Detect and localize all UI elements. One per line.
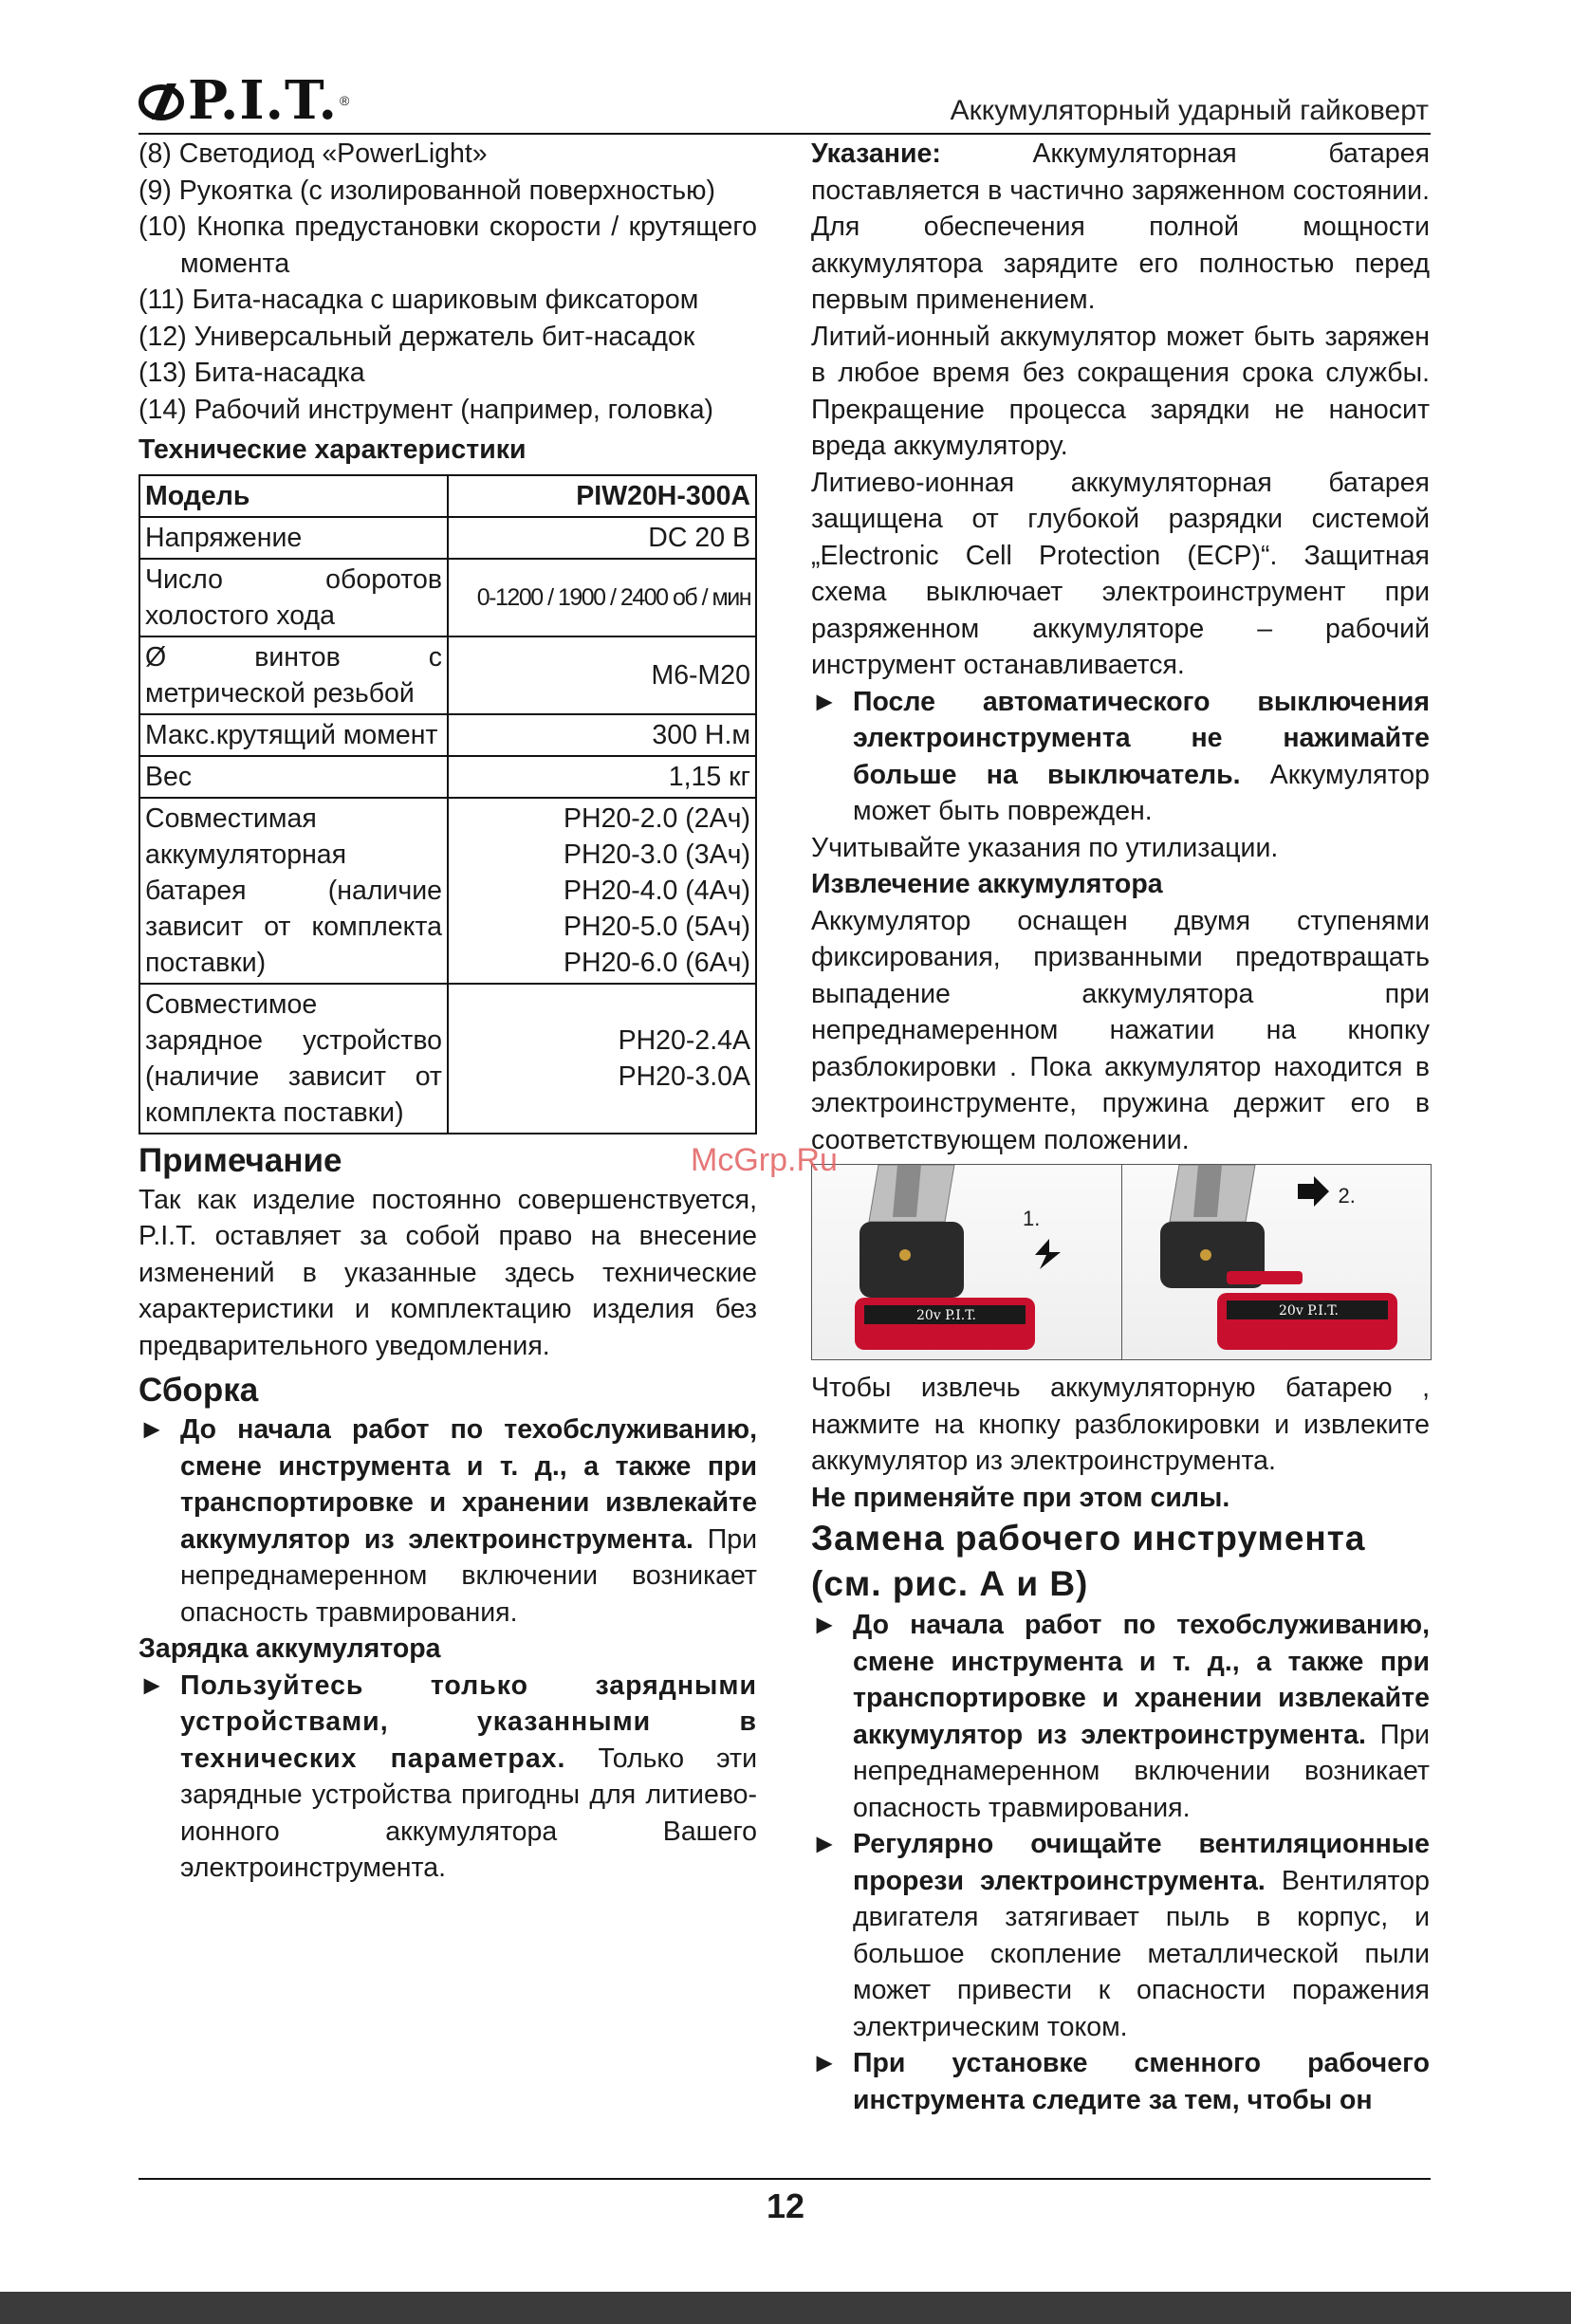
charging-heading: Зарядка аккумулятора xyxy=(139,1633,441,1664)
table-cell-value xyxy=(448,798,756,984)
table-cell-value: DC 20 В xyxy=(448,517,756,559)
bullet-arrow-icon: ► xyxy=(811,1610,839,1640)
parts-list-item: (10) Кнопка предустановки скорости / крутящего момента xyxy=(139,212,757,279)
table-cell-label: Модель xyxy=(139,475,448,517)
notice-label: Указание: xyxy=(811,138,941,169)
charger-model: PH20-2.4A xyxy=(618,1024,750,1056)
battery-tool-illustration xyxy=(812,1165,1121,1359)
battery-removal-figure xyxy=(811,1164,1432,1360)
replace-warning-1 xyxy=(811,1607,1430,1826)
notice-text: Аккумуляторная батарея поставляется в частично заряженном состоянии. Для обеспечения полной мощности аккумулятора зарядите его полностью перед первым применением. xyxy=(811,138,1430,315)
table-row xyxy=(139,559,756,636)
ecp-paragraph: Литиево-ионная аккумуляторная батарея защищена от глубокой разрядки системой „Electronic Cell Protection (ECP)“. Защитная схема выключает электроинструмент при разряженном аккумуляторе – рабочий инструмент останавливается. xyxy=(811,467,1430,680)
table-cell-label: Совместимое зарядное устройство (наличие зависит от комплекта поставки) xyxy=(139,984,448,1134)
disposal-note: Учитывайте указания по утилизации. xyxy=(811,832,1279,863)
header-title: Аккумуляторный ударный гайковерт xyxy=(950,95,1429,126)
battery-model: PH20-2.0 (2Ач) xyxy=(563,802,750,834)
replace-warning-3-bold: При установке сменного рабочего инструмента следите за тем, чтобы он xyxy=(853,2048,1430,2115)
step-1-label: 1. xyxy=(1023,1207,1041,1230)
battery-model: PH20-5.0 (5Ач) xyxy=(563,911,750,942)
specs-heading: Технические характеристики xyxy=(139,434,527,465)
parts-list-item: (13) Бита-насадка xyxy=(139,358,365,388)
table-row xyxy=(139,984,756,1134)
battery-tool-illustration xyxy=(1122,1165,1432,1359)
parts-list xyxy=(139,136,757,428)
parts-list-item: (12) Универсальный держатель бит-насадок xyxy=(139,321,695,352)
page-number: 12 xyxy=(766,2186,805,2225)
bullet-arrow-icon: ► xyxy=(139,1669,166,1701)
notice-paragraph xyxy=(811,136,1430,319)
table-cell-value: 0-1200 / 1900 / 2400 об / мин xyxy=(448,559,756,636)
table-cell-label: Макс.крутящий момент xyxy=(139,714,448,756)
table-row xyxy=(139,517,756,559)
parts-list-item: (9) Рукоятка (с изолированной поверхностью) xyxy=(139,175,715,206)
switch-warning-text: Аккумулятор может быть поврежден. xyxy=(853,759,1431,826)
battery-label: 20v P.I.T. xyxy=(916,1308,976,1323)
table-row xyxy=(139,714,756,756)
charging-warning-text: Только эти зарядные устройства пригодны для литиево-ионного аккумулятора Вашего электроинструмента. xyxy=(180,1743,758,1883)
battery-label: 20v P.I.T. xyxy=(1278,1303,1339,1319)
switch-warning-bold: После автоматического выключения электроинструмента не нажимайте больше на выключатель. xyxy=(853,686,1430,790)
step-2-label: 2. xyxy=(1338,1184,1356,1208)
watermark: McGrp.Ru xyxy=(691,1142,838,1178)
charger-model: PH20-3.0A xyxy=(618,1061,750,1092)
right-column xyxy=(811,136,1430,2118)
removal-heading: Извлечение аккумулятора xyxy=(811,869,1163,899)
lithium-paragraph: Литий-ионный аккумулятор может быть заряжен в любое время без сокращения срока службы. Прекращение процесса зарядки не наносит вреда аккумулятору. xyxy=(811,321,1430,461)
figure-panel-step-1 xyxy=(812,1165,1121,1359)
assembly-warning-text: При непреднамеренном включении возникает опасность травмирования. xyxy=(180,1523,757,1628)
table-row xyxy=(139,475,756,517)
table-cell-value: M6-M20 xyxy=(448,636,756,714)
table-cell-value: 300 Н.м xyxy=(448,714,756,756)
parts-list-item: (14) Рабочий инструмент (например, головка) xyxy=(139,394,714,425)
replace-warning-2 xyxy=(811,1826,1430,2045)
pit-logo-icon xyxy=(139,80,188,121)
replace-warning-1-bold: До начала работ по техобслуживанию, смене инструмента и т. д., а также при транспортировке и хранении извлекайте аккумулятор из электроинструмента. xyxy=(853,1610,1430,1750)
note-text: Так как изделие постоянно совершенствуется, P.I.T. оставляет за собой право на внесение изменений в указанные здесь технические характеристики и комплектацию изделия без предварительного уведомления. xyxy=(139,1184,757,1361)
table-cell-label: Вес xyxy=(139,756,448,798)
charging-warning-bold: Пользуйтесь только зарядными устройствами, указанными в технических параметрах. xyxy=(180,1669,757,1774)
table-cell-value: PIW20H-300A xyxy=(448,475,756,517)
removal-paragraph: Аккумулятор оснащен двумя ступенями фиксирования, призванными предотвращать выпадение аккумулятора при непреднамеренном нажатии на кнопку разблокировки . Пока аккумулятор находится в электроинструменте, пружина держит его в соответствующем положении. xyxy=(811,905,1430,1155)
replace-warning-3 xyxy=(811,2045,1430,2118)
battery-model: PH20-4.0 (4Ач) xyxy=(563,875,750,906)
replace-warning-2-bold: Регулярно очищайте вентиляционные прорези электроинструмента. xyxy=(853,1829,1430,1896)
bullet-arrow-icon: ► xyxy=(811,686,839,717)
parts-list-item: (8) Светодиод «PowerLight» xyxy=(139,138,488,169)
battery-model: PH20-3.0 (3Ач) xyxy=(563,839,750,870)
replace-warning-1-text: При непреднамеренном включении возникает опасность травмирования. xyxy=(853,1719,1430,1823)
specs-table xyxy=(139,474,757,1134)
bullet-arrow-icon: ► xyxy=(811,2048,839,2078)
table-cell-label: Число оборотов холостого хода xyxy=(139,559,448,636)
replace-tool-heading: Замена рабочего инструмента (см. рис. А и В) xyxy=(811,1519,1366,1603)
table-row xyxy=(139,636,756,714)
bullet-arrow-icon: ► xyxy=(139,1414,166,1445)
assembly-warning xyxy=(139,1411,757,1631)
bullet-arrow-icon: ► xyxy=(811,1829,839,1859)
assembly-heading: Сборка xyxy=(139,1372,259,1409)
table-row xyxy=(139,756,756,798)
footer-divider xyxy=(139,2178,1431,2180)
figure-panel-step-2 xyxy=(1121,1165,1432,1359)
charging-warning xyxy=(139,1668,757,1887)
pit-logo xyxy=(139,69,350,132)
remove-paragraph: Чтобы извлечь аккумуляторную батарею , нажмите на кнопку разблокировки и извлеките аккумулятор из электроинструмента. xyxy=(811,1373,1430,1476)
table-cell-value xyxy=(448,984,756,1134)
assembly-warning-bold: До начала работ по техобслуживанию, смене инструмента и т. д., а также при транспортировке и хранении извлекайте аккумулятор из электроинструмента. xyxy=(180,1414,757,1555)
replace-warning-2-text: Вентилятор двигателя затягивает пыль в корпус, и большое скопление металлической пыли может привести к опасности поражения электрическим током. xyxy=(853,1865,1430,2042)
switch-warning xyxy=(811,684,1430,830)
table-row xyxy=(139,798,756,984)
header-divider xyxy=(139,133,1431,135)
left-column xyxy=(139,136,757,1887)
logo-registered-mark: ® xyxy=(339,93,350,108)
note-heading: Примечание xyxy=(139,1141,342,1179)
table-cell-value: 1,15 кг xyxy=(448,756,756,798)
table-cell-label: Совместимая аккумуляторная батарея (наличие зависит от комплекта поставки) xyxy=(139,798,448,984)
no-force-warning: Не применяйте при этом силы. xyxy=(811,1482,1230,1513)
table-cell-label: Ø винтов с метрической резьбой xyxy=(139,636,448,714)
page-bottom-band xyxy=(0,2292,1571,2324)
battery-model: PH20-6.0 (6Ач) xyxy=(563,947,750,978)
table-cell-label: Напряжение xyxy=(139,517,448,559)
logo-text: P.I.T. xyxy=(188,69,338,132)
parts-list-item: (11) Бита-насадка с шариковым фиксатором xyxy=(139,285,699,315)
